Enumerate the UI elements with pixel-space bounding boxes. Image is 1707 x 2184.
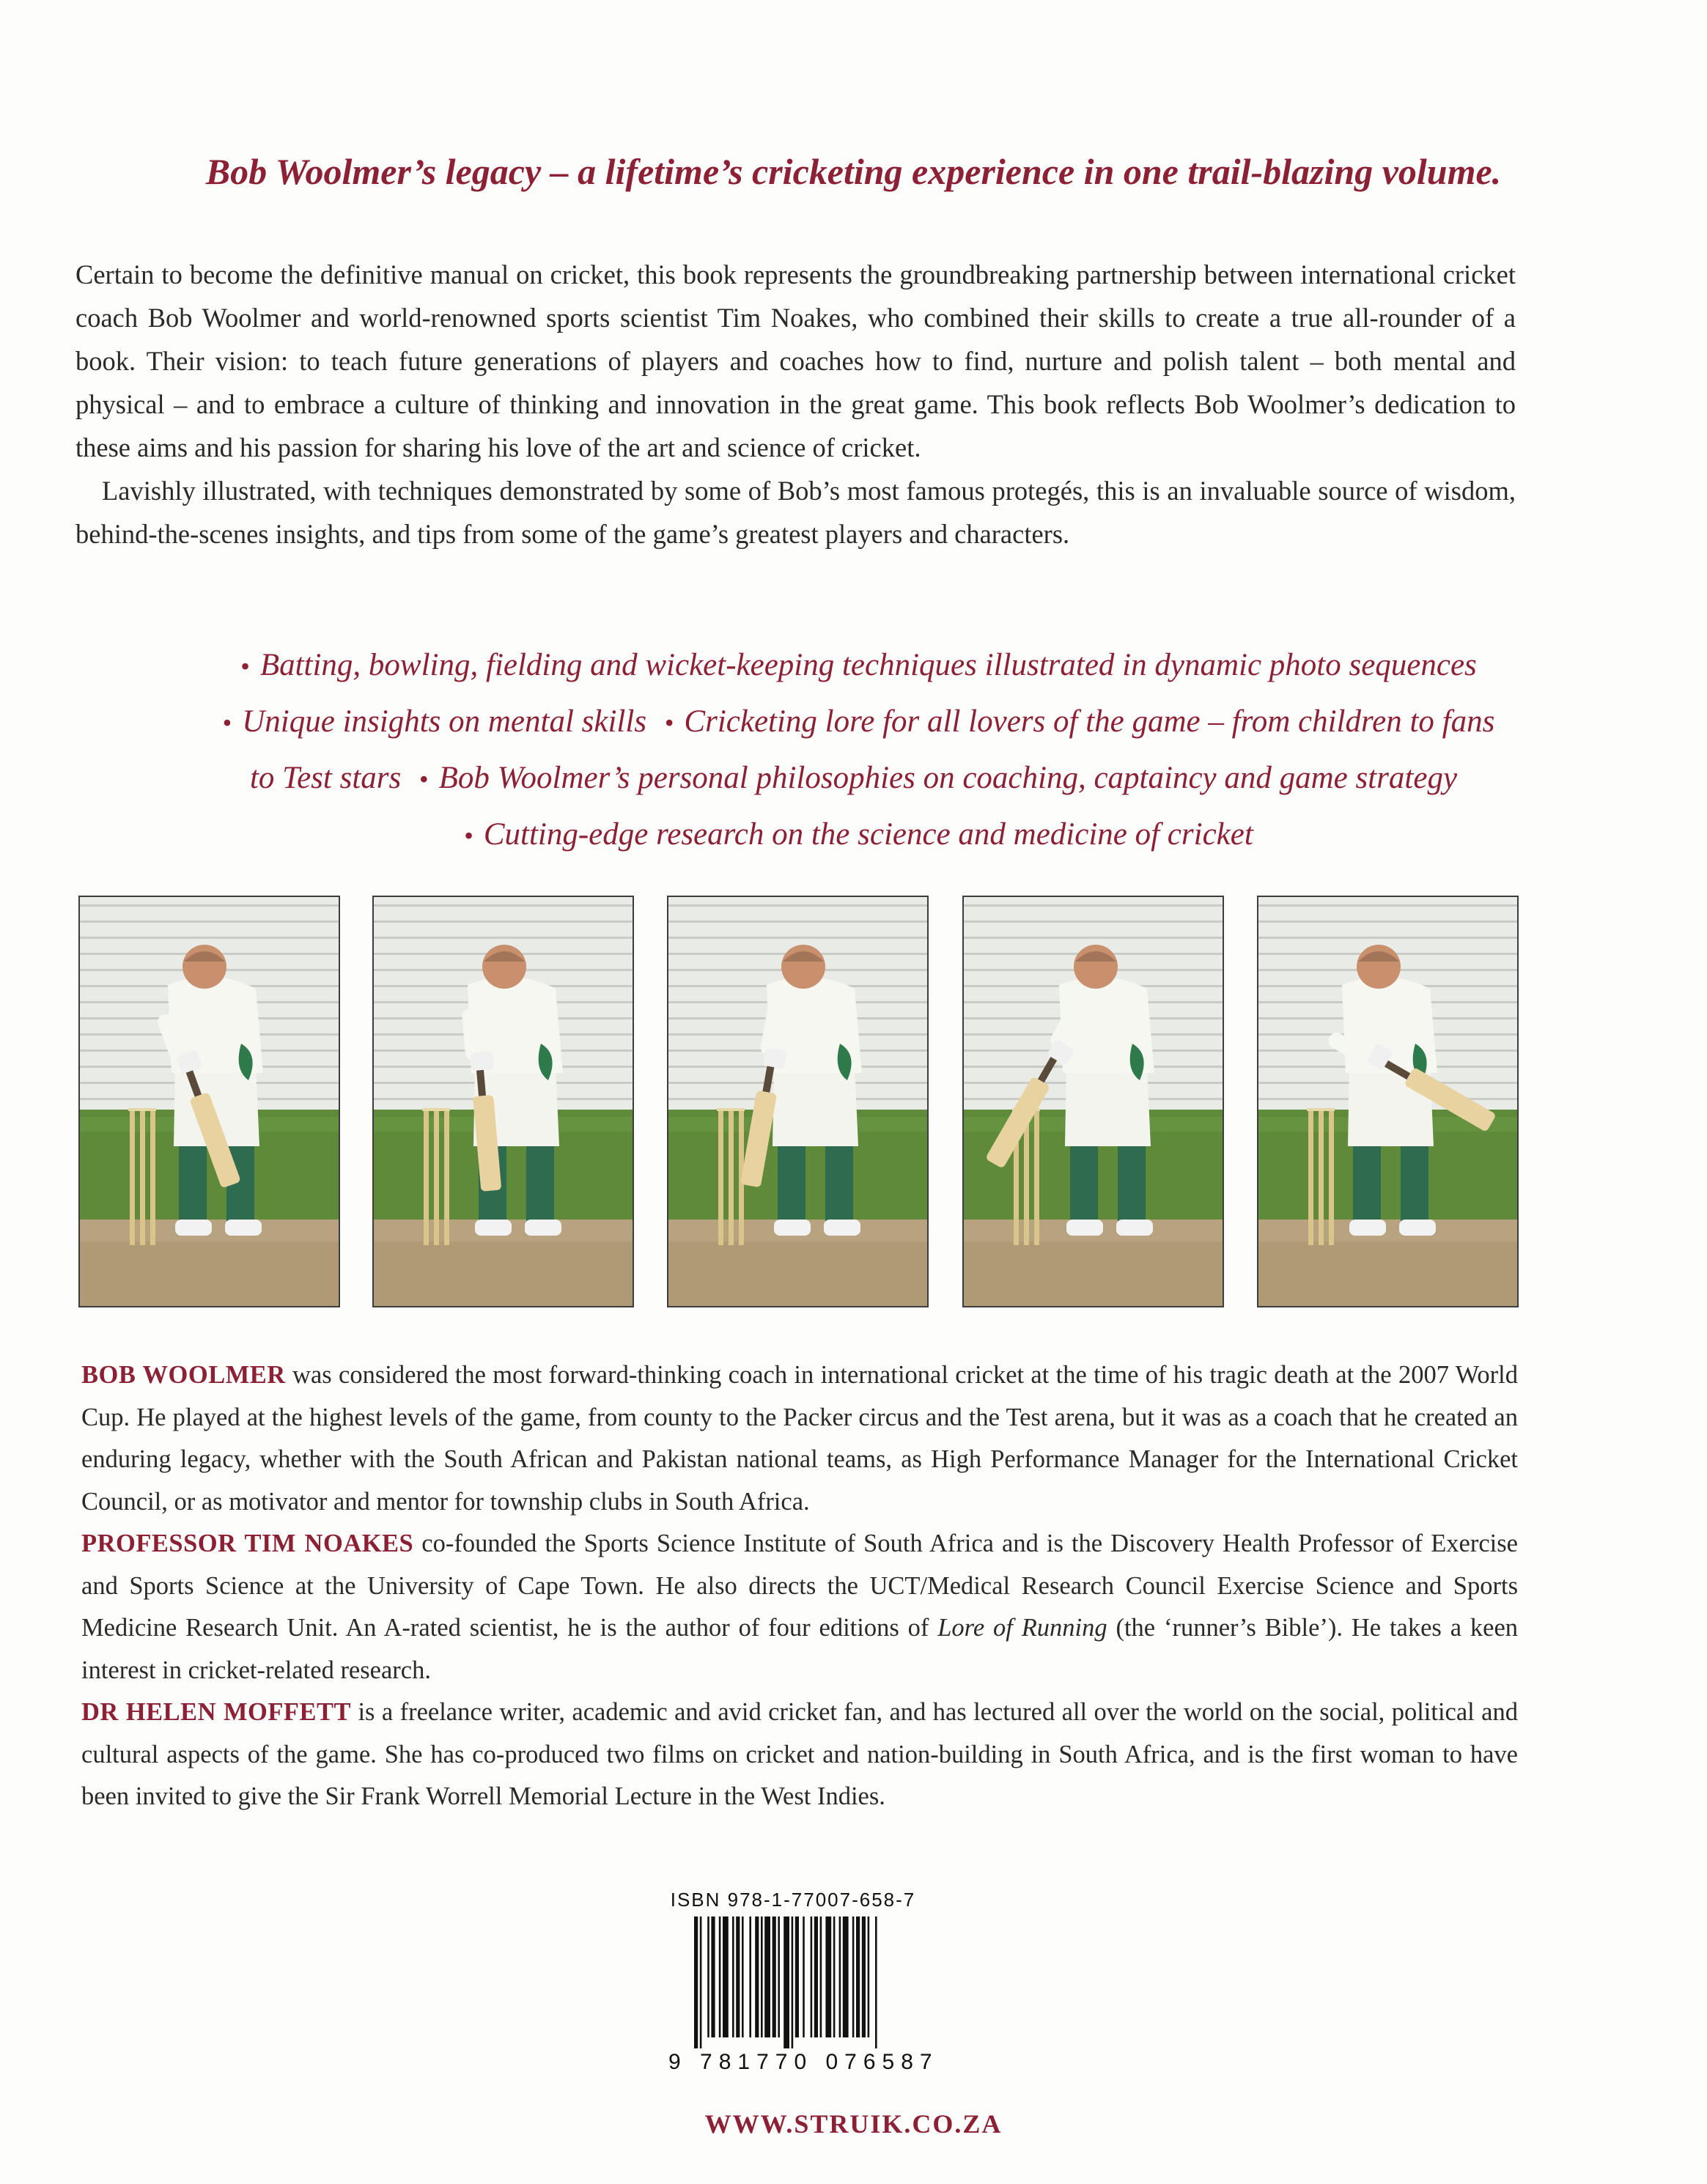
bio-text: is a freelance writer, academic and avid cricket fan, and has lectured all over the world on the social, political and cultural aspects of the game. She has co-produced two films on cricket and nation-building in South Africa, and is the first woman to have been invited to give the Sir Frank Worrell Memorial Lecture in the West Indies. — [81, 1698, 1518, 1810]
isbn-label: ISBN 978-1-77007-658-7 — [670, 1889, 916, 1911]
bullet-item: Unique insights on mental skills — [242, 704, 647, 739]
photo-sequence — [78, 896, 1521, 1307]
bullet-dot: • — [222, 708, 232, 737]
photo-illustration — [80, 897, 339, 1306]
bio-text: co-founded the Sports Science Institute of South Africa and is the Discovery Health Professor of Exercise and Sports Science at the University of Cape Town. He also directs the UCT/Medical Research Council Exercise Science and Sports Medicine Research Unit. An A-rated scientist, he is the author of four editions of — [81, 1530, 1518, 1642]
bullet-line-3 — [95, 750, 1612, 807]
bullet-line-4 — [95, 807, 1612, 863]
bio-moffett — [81, 1692, 1518, 1818]
intro-text — [75, 253, 1516, 556]
batsman-photo-5 — [1257, 896, 1519, 1307]
bullet-dot: • — [240, 652, 250, 681]
intro-paragraph-1: Certain to become the definitive manual on cricket, this book represents the groundbreaking partnership between international cricket coach Bob Woolmer and world-renowned sports scientist Tim Noakes, who combined their skills to create a true all-rounder of a book. Their vision: to teach future generations of players and coaches how to find, nurture and polish talent – both mental and physical – and to embrace a culture of thinking and innovation in the great game. This book reflects Bob Woolmer’s dedication to these aims and his passion for sharing his love of the art and science of cricket. — [75, 259, 1516, 462]
batsman-photo-1 — [78, 896, 340, 1307]
bullet-item: Cricketing lore for all lovers of the game – from children to fans — [684, 704, 1495, 739]
bullet-dot: • — [664, 708, 674, 737]
headline: Bob Woolmer’s legacy – a lifetime’s cricketing experience in one trail-blazing volume. — [205, 151, 1502, 192]
bullet-item: Batting, bowling, fielding and wicket-keeping techniques illustrated in dynamic photo sequences — [259, 648, 1477, 682]
isbn-barcode — [668, 1889, 939, 2079]
bullet-line-1 — [95, 638, 1612, 694]
feature-bullets — [95, 638, 1612, 863]
bullet-item: Bob Woolmer’s personal philosophies on coaching, captaincy and game strategy — [438, 761, 1458, 795]
intro-paragraph-2: Lavishly illustrated, with techniques demonstrated by some of Bob’s most famous protegés, this is an invaluable source of wisdom, behind-the-scenes insights, and tips from some of the game’s greatest players and characters. — [75, 476, 1516, 549]
author-name-moffett: DR HELEN MOFFETT — [81, 1698, 352, 1726]
bullet-dot: • — [464, 821, 473, 850]
barcode-digits: 9 781770 076587 — [668, 2050, 939, 2074]
book-title: Lore of Running — [937, 1614, 1107, 1642]
publisher-website: WWW.STRUIK.CO.ZA — [704, 2109, 1003, 2139]
batsman-photo-4 — [962, 896, 1224, 1307]
barcode-icon — [668, 1916, 918, 2048]
bio-noakes — [81, 1523, 1518, 1692]
author-name-woolmer: BOB WOOLMER — [81, 1361, 286, 1389]
batsman-photo-3 — [667, 896, 929, 1307]
author-bios — [81, 1354, 1518, 1818]
batsman-photo-2 — [372, 896, 634, 1307]
author-name-noakes: PROFESSOR TIM NOAKES — [81, 1530, 414, 1557]
bullet-item: to Test stars — [249, 761, 402, 795]
bio-woolmer — [81, 1354, 1518, 1523]
bullet-dot: • — [419, 764, 429, 794]
bullet-line-2 — [95, 694, 1612, 750]
photo-illustration — [668, 897, 927, 1306]
bullet-item: Cutting-edge research on the science and medicine of cricket — [483, 817, 1253, 852]
photo-illustration — [374, 897, 633, 1306]
bio-text: was considered the most forward-thinking coach in international cricket at the time of his tragic death at the 2007 World Cup. He played at the highest levels of the game, from county to the Packer circus and the Test arena, but it was as a coach that he created an enduring legacy, whether with the South African and Pakistan national teams, as High Performance Manager for the International Cricket Council, or as motivator and mentor for township clubs in South Africa. — [81, 1361, 1519, 1516]
photo-illustration — [964, 897, 1223, 1306]
bio-text: (the ‘runner’s Bible’). He takes a keen interest in cricket-related research. — [81, 1614, 1519, 1684]
photo-illustration — [1258, 897, 1517, 1306]
